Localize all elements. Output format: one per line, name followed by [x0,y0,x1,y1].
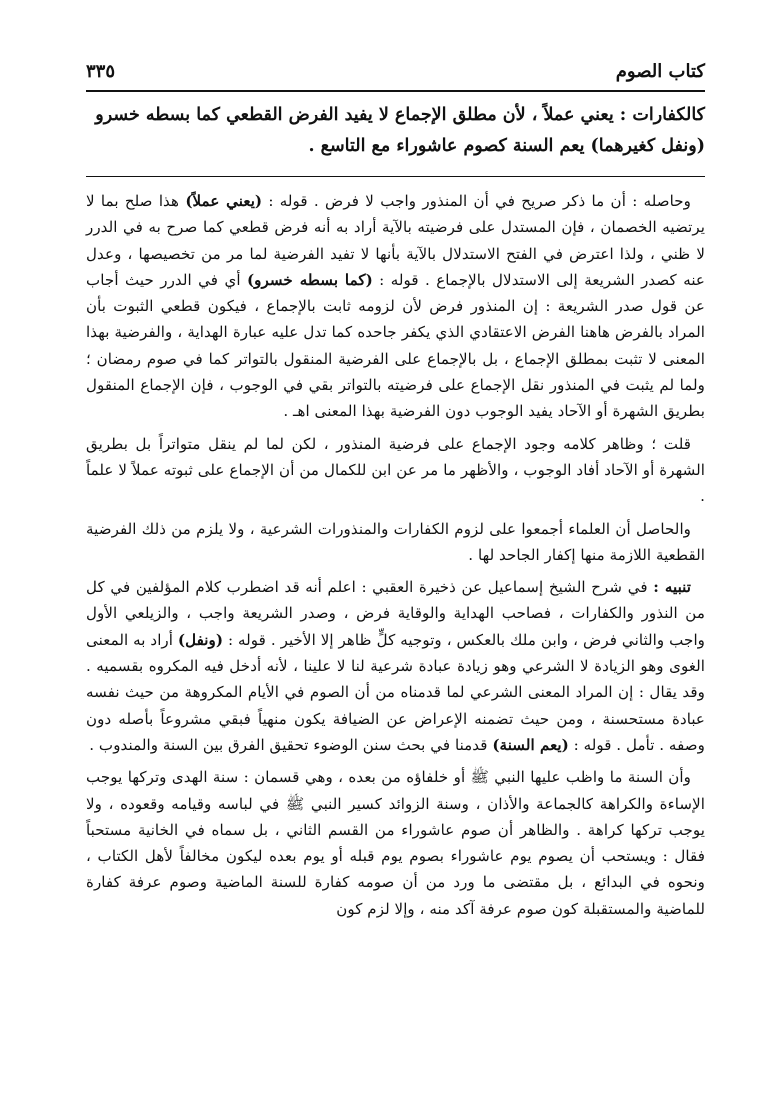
lemma-quote: (يعني عملاً) [185,192,263,210]
text-fragment: وحاصله : أن ما ذكر صريح في أن المنذور واجب لا فرض . قوله : [262,192,692,210]
lemma-quote: (كما بسطه خسرو) [246,270,373,289]
commentary-paragraph: قلت ؛ وظاهر كلامه وجود الإجماع على فرضية المنذور ، لكن لما لم ينقل متواتراً بل بطريق الشهرة أو الآحاد أفاد الوجوب ، والأظهر ما مر عن ابن للكمال من أن الإجماع على ثبوته عملاً لا علماً . [86,434,705,506]
lemma-quote: (ونفل) [177,630,224,649]
main-text-line [86,131,705,162]
text-fragment: هذا صلح بما لا يرتضيه الخصمان ، فإن المستدل على فرضيته بالآية أراد به أنه فرض قطعي كما صرح به في الدرر لا ظني ، ولذا اعترض في الفتح الاستدلال بالآية بأنها لا تفيد الفرضية لما مر من تخصيصها ، وعدل عنه كصدر الشريعة إلى الاستدلال بالإجماع . قوله : [86,192,705,289]
commentary-paragraph: والحاصل أن العلماء أجمعوا على لزوم الكفارات والمنذورات الشرعية ، ولا يلزم من ذلك الفرضية القطعية اللازمة منها إكفار الجاحد لها . [86,519,705,564]
text-fragment: أراد به المعنى الغوى وهو الزيادة لا الشرعي وهو زيادة عبادة شرعية لنا لا علينا ، لأنه أدخل فيه المكروه بقسميه . وقد يقال : إن المراد المعنى الشرعي لما قدمناه من أن الصوم في الأيام المكروهة من حيث نفسه عبادة مستحسنة ، ومن حيث تضمنه الإعراض عن الضيافة يكون منهياً فبقي مشروعاً بأصله دون وصفه . تأمل . قوله : [86,630,705,754]
main-text-lemma: (ونفل كغيرهما) [590,136,705,156]
commentary-paragraph: وأن السنة ما واظب عليها النبي ﷺ أو خلفاؤه من بعده ، وهي قسمان : سنة الهدى وتركها يوجب الإساءة والكراهة كالجماعة والأذان ، وسنة الزوائد كسير النبي ﷺ في لباسه وقيامه وقعوده ، ولا يوجب تركها كراهة . والظاهر أن صوم عاشوراء من القسم الثاني ، بل سماه في الخانية مستحباً فقال : ويستحب أن يصوم يوم عاشوراء بصوم يوم قبله أو يوم بعده ليكون مخالفاً لأهل الكتاب ، ونحوه في البدائع ، بل مقتضى ما ورد من أن صومه كفارة للسنة الماضية وصوم عرفة كفارة للماضية والمستقبلة كون صوم عرفة آكد منه ، وإلا لزم كون [86,768,705,918]
main-text [86,100,705,162]
chapter-title: كتاب الصوم [615,60,705,82]
main-text-fragment: يعم السنة كصوم عاشوراء مع التاسع . [308,136,591,156]
header-divider [86,90,705,92]
text-fragment: قدمنا في بحث سنن الوضوء تحقيق الفرق بين السنة والمندوب . [89,735,493,754]
note-label: تنبيه : [653,578,691,597]
main-text-line: كالكفارات : يعني عملاً ، لأن مطلق الإجماع لا يفيد الفرض القطعي كما بسطه خسرو [95,105,705,125]
page-header [86,56,705,86]
text-fragment: في شرح الشيخ إسماعيل عن ذخيرة العقبي : اعلم أنه قد اضطرب كلام المؤلفين في كل من النذور والكفارات ، فصاحب الهداية والوقاية فرض ، وصدر الشريعة واجب ، والزيلعي الأول واجب والثاني فرض ، وابن ملك بالعكس ، وتوجيه كلٍّ ظاهر إلا الأخير . قوله : [86,578,705,649]
lemma-quote: (يعم السنة) [492,735,569,754]
commentary [86,188,705,928]
page-number: ٣٣٥ [86,60,116,82]
commentary-paragraph [86,574,705,758]
commentary-paragraph [86,188,705,425]
text-fragment: أي في الدرر حيث أجاب عن قول صدر الشريعة : إن المنذور فرض لأن لزومه ثابت بالإجماع ، فيكون قطعي الثبوت بأن المراد بالفرض هاهنا الفرض الاعتقادي الذي يكفر جاحده كما تدل عليه عبارة الهداية ، والفرضية بهذا المعنى لا تثبت بمطلق الإجماع ، بل بالإجماع على الفرضية المنقول بالتواتر كما في صوم رمضان ؛ ولما لم يثبت في المنذور نقل الإجماع على فرضيته بالتواتر بقي في الوجوب ، فإن الإجماع المنقول بطريق الشهرة أو الآحاد يفيد الوجوب دون الفرضية بهذا المعنى اهـ . [86,270,705,421]
main-text-divider [86,176,705,177]
